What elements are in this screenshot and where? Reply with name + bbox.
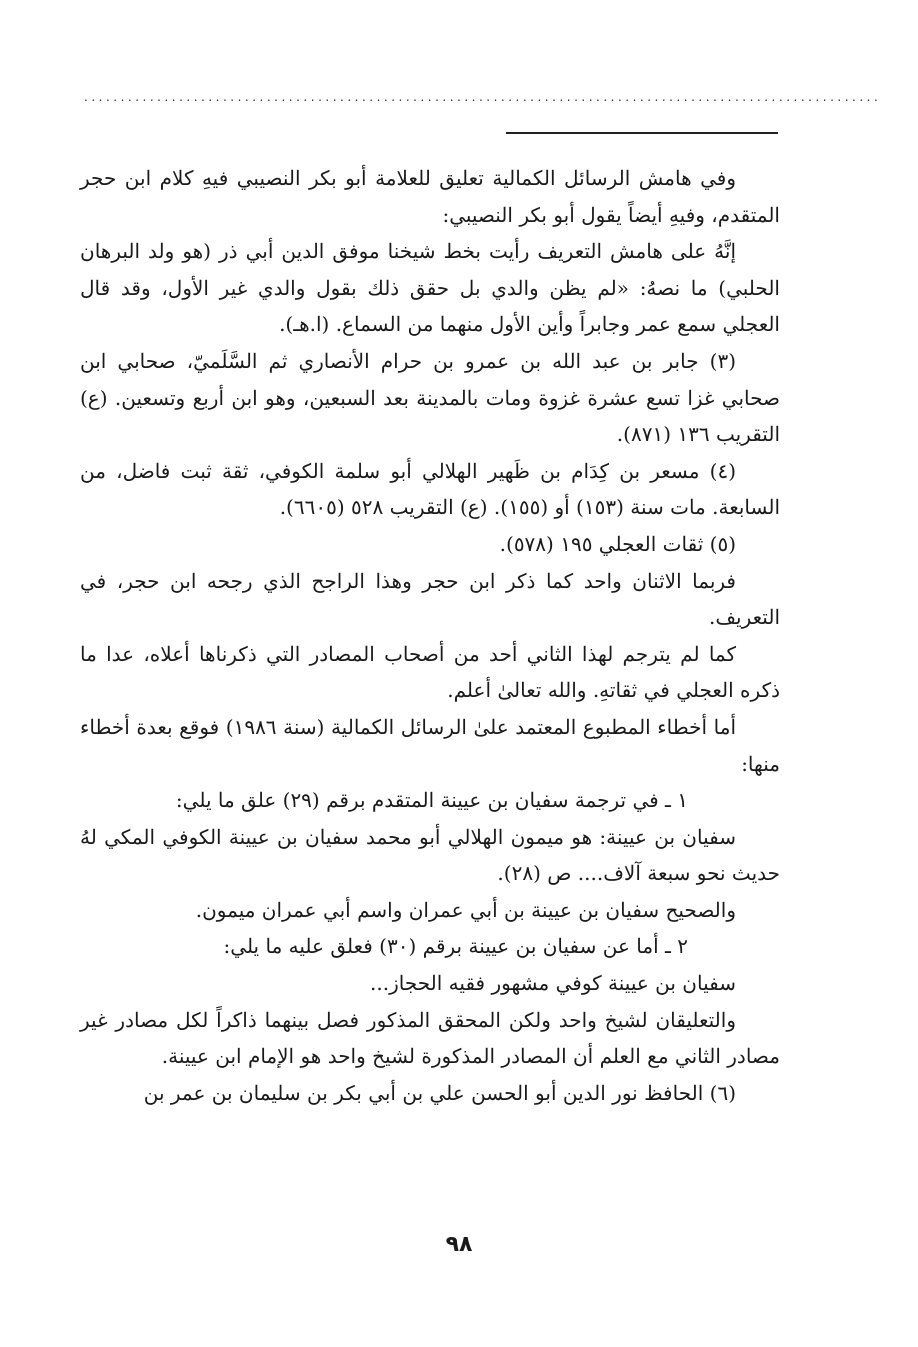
footnote-6-nur-al-din: (٦) الحافظ نور الدين أبو الحسن علي بن أبي بكر بن سليمان بن عمر بن [143, 1080, 736, 1105]
footnote-4-misar: (٤) مسعر بن كِدَام بن ظَهير الهلالي أبو سلمة الكوفي، ثقة ثبت فاضل، من السابعة. مات سنة (١٥٣) أو (١٥٥). (ع) التقريب ٥٢٨ (٦٦٠٥). [80, 458, 780, 520]
page-body [80, 160, 780, 1111]
page-number: ٩٨ [445, 1232, 473, 1257]
paragraph-printing-errors: أما أخطاء المطبوع المعتمد علىٰ الرسائل الكمالية (سنة ١٩٨٦) فوقع بعدة أخطاء منها: [80, 714, 780, 776]
list-item-2: ٢ ـ أما عن سفيان بن عيينة برقم (٣٠) فعلق عليه ما يلي: [223, 934, 688, 959]
list-item-1: ١ ـ في ترجمة سفيان بن عيينة المتقدم برقم (٢٩) علق ما يلي: [175, 788, 688, 813]
paragraph-sufyan-comment-2: سفيان بن عيينة كوفي مشهور فقيه الحجاز... [370, 971, 736, 996]
paragraph-not-translated: كما لم يترجم لهذا الثاني أحد من أصحاب المصادر التي ذكرناها أعلاه، عدا ما ذكره العجلي في ثقاتهِ. والله تعالىٰ أعلم. [80, 641, 780, 703]
paragraph-ibn-hajar: فربما الاثنان واحد كما ذكر ابن حجر وهذا الراجح الذي رجحه ابن حجر، في التعريف. [80, 568, 780, 630]
paragraph-hashiya-note: وفي هامش الرسائل الكمالية تعليق للعلامة أبو بكر النصيبي فيهِ كلام ابن حجر المتقدم، وفيهِ أيضاً يقول أبو بكر النصيبي: [80, 166, 780, 227]
footnote-3-jabir: (٣) جابر بن عبد الله بن عمرو بن حرام الأنصاري ثم السَّلَميّ، صحابي ابن صحابي غزا تسع عشرة غزوة ومات بالمدينة بعد السبعين، وهو ابن أربع وتسعين. (ع) التقريب ١٣٦ (٨٧١). [80, 348, 780, 447]
paragraph-sufyan-comment-1: سفيان بن عيينة: هو ميمون الهلالي أبو محمد سفيان بن عيينة الكوفي المكي لهُ حديث نحو سبعة آلاف.... ص (٢٨). [80, 824, 780, 886]
paragraph-tarif-quote: إنَّهُ على هامش التعريف رأيت بخط شيخنا موفق الدين أبي ذر (هو ولد البرهان الحلبي) ما نصهُ: «لم يظن والدي بل حقق ذلك بقول والدي غير الأول، وقد قال العجلي سمع عمر وجابراً وأين الأول منهما من السماع. (ا.هـ). [80, 239, 780, 337]
footnote-separator-rule [506, 132, 778, 134]
footnote-5-thiqat: (٥) ثقات العجلي ١٩٥ (٥٧٨). [499, 531, 736, 556]
paragraph-correction: والصحيح سفيان بن عيينة بن أبي عمران واسم أبي عمران ميمون. [195, 897, 736, 922]
header-dotted-line: ............................................................................................................. [84, 90, 882, 104]
paragraph-two-comments: والتعليقان لشيخ واحد ولكن المحقق المذكور فصل بينهما ذاكراً لكل مصادر غير مصادر الثاني مع العلم أن المصادر المذكورة لشيخ واحد هو الإمام ابن عيينة. [80, 1007, 780, 1069]
